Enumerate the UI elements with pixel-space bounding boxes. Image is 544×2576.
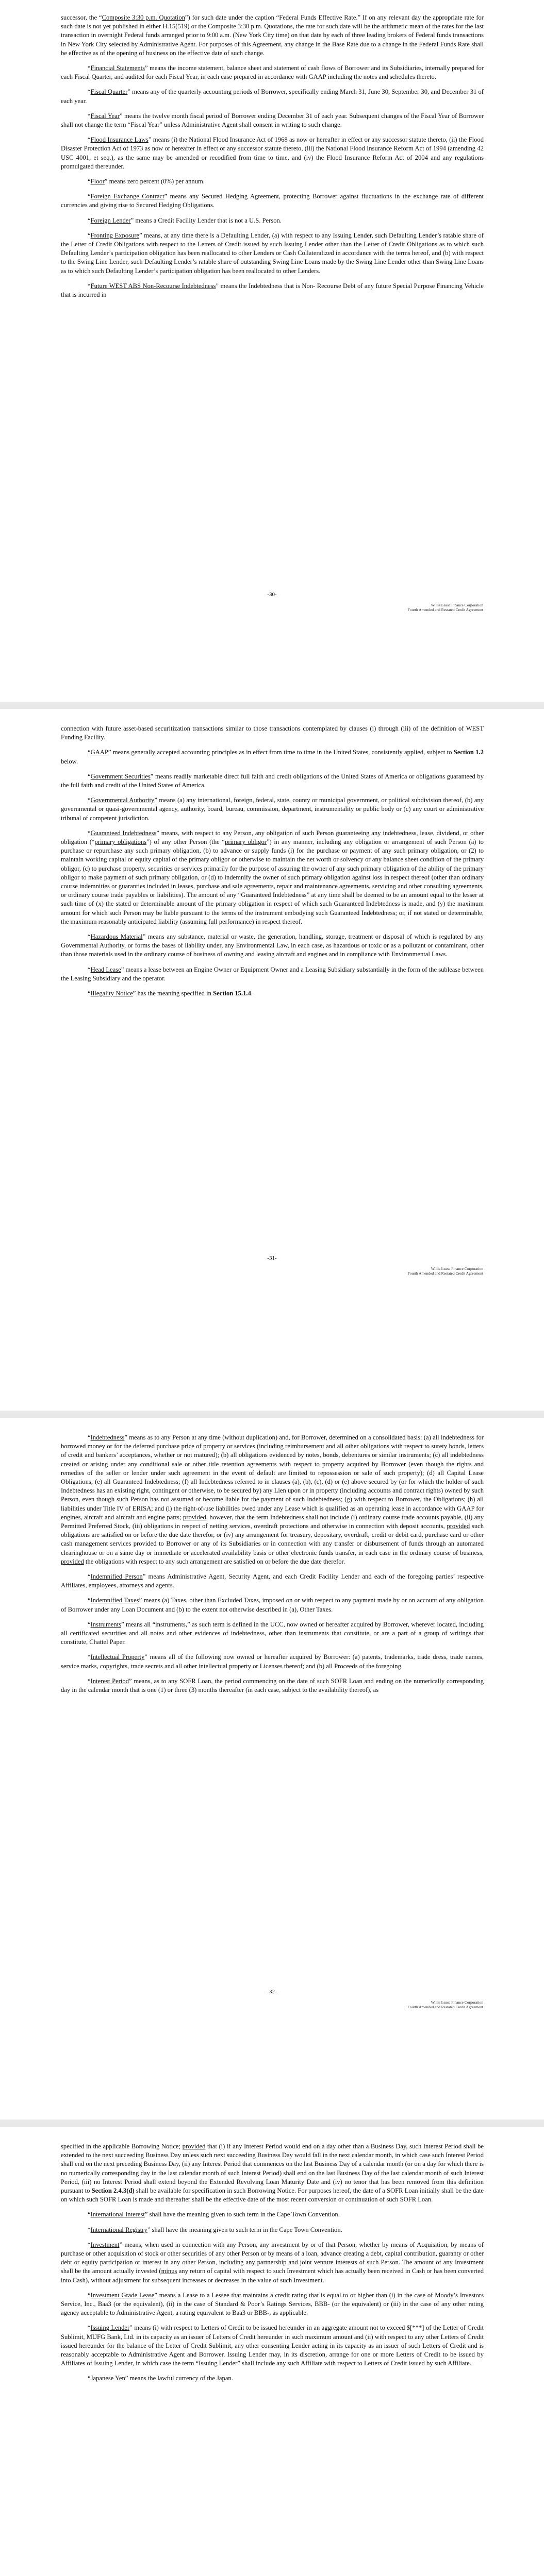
page-separator <box>0 1411 544 1418</box>
defined-term: minus <box>161 2267 177 2275</box>
footer-agreement: Fourth Amended and Restated Credit Agreement <box>407 2005 483 2009</box>
paragraph-text: specified in the applicable Borrowing Notice; <box>61 2143 183 2150</box>
defined-term: Fiscal Year <box>90 112 120 120</box>
paragraph-text: “ <box>88 112 91 120</box>
defined-term: provided <box>447 1522 470 1530</box>
paragraph-text: “ <box>88 231 91 239</box>
page-footer <box>408 603 483 612</box>
paragraph-text: ” means any substance, material or waste, the generation, handling, storage, treatment or disposal of which is regulated by any Governmental Authority, or forms the bases of liability under, any Environmental Law, in each case, as hazardous or toxic or as a pollutant or contaminant, other than those materials used in the ordinary course of business of owning and leasing aircraft and engines and in compliance with Environmental Laws. <box>61 933 484 958</box>
paragraph-text: “ <box>88 829 91 837</box>
defined-term: Fronting Exposure <box>90 231 140 239</box>
paragraph-text: “ <box>88 1573 91 1581</box>
definition-paragraph <box>61 135 484 171</box>
paragraph-text: . <box>251 990 253 997</box>
defined-term: International Interest <box>90 2211 145 2218</box>
paragraph-text: that (i) if any Interest Period would end on a day other than a Business Day, such Interest Period shall be extended to the next succeeding Business Day unless such next succeeding Business Day would fall in the next calendar month, in which case such Interest Period shall end on the next preceding Business Day, (ii) any Interest Period that commences on the last Business Day of a calendar month (or on a day for which there is no numerically corresponding day in the last calendar month of such Interest Period) shall end on the last Business Day of the last calendar month of such Interest Period, (iii) no Interest Period shall extend beyond the Extended Revolving Loan Maturity Date and (iv) no tenor that has been removed from this definition pursuant to <box>61 2143 484 2195</box>
page-body <box>61 1433 484 1701</box>
paragraph-text: ” means the Indebtedness that is Non- Recourse Debt of any future Special Purpose Financing Vehicle that is incurred in <box>61 282 484 299</box>
definition-paragraph <box>61 1596 484 1614</box>
paragraph-text: connection with future asset-based securitization transactions similar to those transactions contemplated by clauses (i) through (iii) of the definition of WEST Funding Facility. <box>61 725 484 741</box>
paragraph-text: below. <box>61 757 78 765</box>
section-reference: Section 2.4.3(d) <box>91 2187 135 2195</box>
paragraph-text: “ <box>88 933 91 941</box>
paragraph-text: successor, the “ <box>61 14 102 21</box>
document-page <box>0 1418 544 2119</box>
paragraph-text: “ <box>88 965 91 973</box>
page-number: -32- <box>267 1989 277 1995</box>
defined-term: Government Securities <box>90 772 151 780</box>
paragraph-text: ” means a Credit Facility Lender that is not a U.S. Person. <box>130 216 282 224</box>
paragraph-text: , however, that the term Indebtedness shall not include (i) ordinary course trade accounts payable, (ii) any Permitted Preferred Stock, (iii) obligations in respect of netting services, overdraft protections and otherwise in connection with deposit accounts, <box>61 1513 484 1530</box>
defined-term: Foreign Lender <box>90 216 131 224</box>
paragraph-text: “ <box>88 796 91 804</box>
defined-term: Guaranteed Indebtedness <box>90 829 157 837</box>
page-body <box>61 724 484 1004</box>
paragraph-text: ” means the lawful currency of the Japan. <box>125 2375 233 2382</box>
defined-term: primary obligor <box>225 838 267 846</box>
defined-term: Japanese Yen <box>90 2375 125 2382</box>
defined-term: Instruments <box>90 1620 122 1628</box>
paragraph-text: “ <box>88 749 91 756</box>
paragraph-text: ” means, with respect to any Person, any obligation of such Person guaranteeing any indebtedness, lease, dividend, or other obligation (“ <box>61 829 484 846</box>
defined-term: provided <box>182 2143 206 2150</box>
paragraph-text: “ <box>88 1677 91 1685</box>
defined-term: provided <box>61 1557 84 1565</box>
paragraph-text: ” means, when used in connection with any Person, any investment by or of that Person, whether by means of Acquisition, by means of purchase or other acquisition of stock or other securities of any other Person or by means of a loan, advance creating a debt, capital contribution, guaranty or other debt or equity participation or interest in any other Person, including any partnership and joint venture interests of such Person. The amount of any Investment shall be the amount actually invested ( <box>61 2241 484 2275</box>
definition-paragraph <box>61 216 484 225</box>
paragraph-text: ” means a Lease to a Lessee that maintains a credit rating that is equal to or higher than (i) in the case of Moody’s Investors Service, Inc., Baa3 (or the equivalent), (ii) in the case of Standard & Poor’s Ratings Services, BBB- (or the equivalent) or (iii) in the case of any other rating agency acceptable to Administrative Agent, a rating equivalent to Baa3 or BBB-, as applicable. <box>61 2291 484 2317</box>
paragraph-text: shall be available for specification in such Borrowing Notice. For purposes hereof, the date of a SOFR Loan initially shall be the date on which such SOFR Loan is made and thereafter shall be the effective date of the most recent conversion or continuation of such SOFR Loan. <box>61 2187 484 2204</box>
paragraph-text: ” means any Secured Hedging Agreement, protecting Borrower against fluctuations in the exchange rate of different currencies and giving rise to Secured Hedging Obligations. <box>61 193 484 209</box>
defined-term: Investment <box>90 2241 120 2248</box>
defined-term: Illegality Notice <box>90 990 133 997</box>
paragraph-text: “ <box>88 1434 91 1441</box>
footer-company: Willis Lease Finance Corporation <box>431 603 483 607</box>
definition-paragraph <box>61 829 484 926</box>
paragraph-text: “ <box>88 136 91 144</box>
defined-term: Issuing Lender <box>90 2324 130 2332</box>
paragraph-text: ” means the income statement, balance sheet and statement of cash flows of Borrower and its Subsidiaries, internally prepared for each Fiscal Quarter, and audited for each Fiscal Year, in each case prepared in accordance with GAAP including the notes and schedules thereto. <box>61 64 484 81</box>
defined-term: Future WEST ABS Non-Recourse Indebtedness <box>90 282 216 290</box>
definition-paragraph <box>61 231 484 276</box>
defined-term: Foreign Exchange Contract <box>90 193 164 200</box>
defined-term: Indemnified Taxes <box>90 1597 139 1604</box>
section-reference: Section 1.2 <box>453 749 484 756</box>
definition-paragraph <box>61 177 484 186</box>
paragraph-text: “ <box>88 2375 91 2382</box>
defined-term: GAAP <box>90 749 108 756</box>
paragraph-text: “ <box>88 2211 91 2218</box>
page-footer <box>408 2000 483 2009</box>
paragraph-text: ”) for such date under the caption “Federal Funds Effective Rate.” If on any relevant day the appropriate rate for such date is not yet published in either H.15(519) or the Composite 3:30 p.m. Quotations, the rate for such date will be the arithmetic mean of the rates for the last transaction in overnight Federal funds arranged prior to 9:00 a.m. (New York City time) on that date by each of three leading brokers of Federal funds transactions in New York City selected by Administrative Agent. For purposes of this Agreement, any change in the Base Rate due to a change in the Federal Funds Rate shall be effective as of the opening of business on the effective date of such change. <box>61 14 484 57</box>
paragraph-text: “ <box>88 216 91 224</box>
definition-paragraph <box>61 772 484 790</box>
footer-agreement: Fourth Amended and Restated Credit Agreement <box>407 607 483 612</box>
defined-term: Head Lease <box>90 965 121 973</box>
definition-paragraph <box>61 282 484 299</box>
definition-paragraph <box>61 796 484 823</box>
defined-term: primary obligations <box>94 838 147 846</box>
paragraph-text: “ <box>88 2291 91 2299</box>
defined-term: Fiscal Quarter <box>90 88 128 96</box>
paragraph-text: ” shall have the meaning given to such term in the Cape Town Convention. <box>147 2226 342 2233</box>
defined-term: Indebtedness <box>90 1434 125 1441</box>
page-separator <box>0 2120 544 2127</box>
page-separator <box>0 702 544 709</box>
paragraph-text: ”) of any other Person (the “ <box>146 838 225 846</box>
paragraph-text: ” means as to any Person at any time (without duplication) and, for Borrower, determined on a consolidated basis: (a) all indebtedness for borrowed money or for the deferred purchase price of property or services (including reimbursement and all other obligations with respect to surety bonds, letters of credit and bankers’ acceptances, whether or not matured); (b) all obligations evidenced by notes, bonds, debentures or similar instruments; (c) all indebtedness created or arising under any conditional sale or other title retention agreements with respect to property acquired by Borrower (even though the rights and remedies of the seller or lender under such agreement in the event of default are limited to repossession or sale of such property); (d) all Capital Lease Obligations; (e) all Guaranteed Indebtedness; (f) all Indebtedness referred to in clauses (a), (b), (c), (d) or (e) above secured by (or for which the holder of such Indebtedness has an existing right, contingent or otherwise, to be secured by) any Lien upon or in property (including accounts and contract rights) owned by such Person, even though such Person has not assumed or become liable for the payment of such Indebtedness; (g) with respect to Borrower, the Obligations; (h) all liabilities under Title IV of ERISA; and (i) the right-of-use liabilities owed under any Lease which is qualified as an operating lease in accordance with GAAP for engines, aircraft and aircraft and engine parts; <box>61 1434 484 1521</box>
paragraph-text: ” means (a) any international, foreign, federal, state, county or municipal government, or political subdivision thereof, (b) any governmental or quasi-governmental agency, authority, board, bureau, commission, department, instrumentality or public body or (c) any court or administrative tribunal of competent jurisdiction. <box>61 796 484 822</box>
definition-paragraph <box>61 2142 484 2204</box>
paragraph-text: ” means (i) with respect to Letters of Credit to be issued hereunder in an aggregate amount not to exceed $[***] of the Letter of Credit Sublimit, MUFG Bank, Ltd. in its capacity as an issuer of Letters of Credit hereunder in such maximum amount and (ii) with respect to any other Letters of Credit issued hereunder for the balance of the Letter of Credit Sublimit, any other consenting Lender acting in its capacity as an issuer of such Letters of Credit and is reasonably acceptable to Administrative Agent and Borrower. Issuing Lender may, in its discretion, arrange for one or more Letters of Credit to be issued by Affiliates of Issuing Lender, in which case the term “Issuing Lender” shall include any such Affiliate with respect to Letters of Credit issued by such Affiliate. <box>61 2324 484 2367</box>
paragraph-text: ” shall have the meaning given to such term in the Cape Town Convention. <box>144 2211 340 2218</box>
definition-paragraph <box>61 64 484 81</box>
paragraph-text: ” means (i) the National Flood Insurance Act of 1968 as now or hereafter in effect or any successor statute thereto, (ii) the Flood Disaster Protection Act of 1973 as now or hereafter in effect or any successor statute thereto, (iii) the National Flood Insurance Reform Act of 1994 (amending 42 USC 4001, et seq.), as the same may be amended or recodified from time to time, and (iv) the Flood Insurance Reform Act of 2004 and any regulations promulgated thereunder. <box>61 136 484 170</box>
definition-paragraph <box>61 2241 484 2285</box>
paragraph-text: ” means (a) Taxes, other than Excluded Taxes, imposed on or with respect to any payment made by or on account of any obligation of Borrower under any Loan Document and (b) to the extent not otherwise described in (a), Other Taxes. <box>61 1597 484 1613</box>
defined-term: Hazardous Material <box>90 933 143 941</box>
definition-paragraph <box>61 2226 484 2234</box>
definition-paragraph <box>61 2210 484 2219</box>
definition-paragraph <box>61 1620 484 1647</box>
footer-company: Willis Lease Finance Corporation <box>431 1266 483 1271</box>
definition-paragraph <box>61 13 484 58</box>
document-page <box>0 2127 544 2576</box>
paragraph-text: ” means generally accepted accounting principles as in effect from time to time in the United States, consistently applied, subject to <box>108 749 454 756</box>
paragraph-text: ”) in any manner, including any obligation or arrangement of such Person (a) to purchase or repurchase any such primary obligation, (b) to advance or supply funds (i) for the purchase or payment of any such primary obligation, or (2) to maintain working capital or equity capital of the primary obligor or otherwise to maintain the net worth or solvency or any balance sheet condition of the primary obligor, (c) to purchase property, securities or services primarily for the purpose of assuring the owner of any such primary obligation of the ability of the primary obligor to make payment of such primary obligation, or (d) to indemnify the owner of such primary obligation against loss in respect thereof (other than ordinary course indemnities or guaranties included in leases, purchase and sale agreements, repair and maintenance agreements, servicing and other consulting agreements, or ordinary course trade payables or liabilities). The amount of any “Guaranteed Indebtedness” at any time shall be deemed to be an amount equal to the lesser at such time of (x) the stated or determinable amount of the primary obligation in respect of which such Guaranteed Indebtedness is made, and (y) the maximum amount for which such Person may be liable pursuant to the terms of the instrument embodying such Guaranteed Indebtedness; or, if not stated or determinable, the maximum reasonably anticipated liability (assuming full performance) in respect thereof. <box>61 838 484 925</box>
defined-term: Investment Grade Lease <box>90 2291 155 2299</box>
paragraph-text: “ <box>88 178 91 185</box>
definition-paragraph <box>61 112 484 129</box>
document-page <box>0 0 544 701</box>
paragraph-text: “ <box>88 1597 91 1604</box>
definition-paragraph <box>61 88 484 105</box>
definition-paragraph <box>61 748 484 766</box>
definition-paragraph <box>61 989 484 998</box>
paragraph-text: “ <box>88 282 91 290</box>
paragraph-text: “ <box>88 64 91 72</box>
paragraph-text: “ <box>88 88 91 96</box>
footer-company: Willis Lease Finance Corporation <box>431 2000 483 2005</box>
page-body <box>61 13 484 306</box>
paragraph-text: ” means any of the quarterly accounting periods of Borrower, specifically ending March 31, June 30, September 30, and December 31 of each year. <box>61 88 484 105</box>
defined-term: Floor <box>90 178 105 185</box>
defined-term: Interest Period <box>90 1677 129 1685</box>
definition-paragraph <box>61 1653 484 1670</box>
defined-term: International Registry <box>90 2226 147 2233</box>
paragraph-text: “ <box>88 990 91 997</box>
defined-term: Intellectual Property <box>90 1653 145 1661</box>
definition-paragraph <box>61 724 484 742</box>
defined-term: Financial Statements <box>90 64 145 72</box>
paragraph-text: “ <box>88 1653 91 1661</box>
defined-term: Flood Insurance Laws <box>90 136 149 144</box>
paragraph-text: “ <box>88 1620 91 1628</box>
paragraph-text: “ <box>88 2324 91 2332</box>
defined-term: Composite 3:30 p.m. Quotation <box>102 14 185 21</box>
definition-paragraph <box>61 2374 484 2383</box>
definition-paragraph <box>61 2291 484 2318</box>
definition-paragraph <box>61 192 484 210</box>
defined-term: provided <box>183 1513 206 1521</box>
definition-paragraph <box>61 1677 484 1694</box>
paragraph-text: “ <box>88 2241 91 2248</box>
document-page <box>0 709 544 1410</box>
paragraph-text: ” means the twelve month fiscal period of Borrower ending December 31 of each year. Subsequent changes of the Fiscal Year of Borrower shall not change the term “Fiscal Year” unless Administrative Agent shall consent in writing to such change. <box>61 112 484 129</box>
paragraph-text: “ <box>88 772 91 780</box>
definition-paragraph <box>61 965 484 983</box>
paragraph-text: the obligations with respect to any such arrangement are satisfied on or before the due date therefor. <box>84 1557 345 1565</box>
paragraph-text: “ <box>88 2226 91 2233</box>
defined-term: Governmental Authority <box>90 796 155 804</box>
paragraph-text: ” means Administrative Agent, Security Agent, and each Credit Facility Lender and each of the foregoing parties’ respective Affiliates, employees, attorneys and agents. <box>61 1573 484 1589</box>
paragraph-text: any return of capital with respect to such Investment which has actually been received in Cash or has been converted into Cash), without adjustment for subsequent increases or decreases in the value of such Investment. <box>61 2267 484 2284</box>
definition-paragraph <box>61 1572 484 1590</box>
definition-paragraph <box>61 1433 484 1566</box>
paragraph-text: ” has the meaning specified in <box>133 990 213 997</box>
definition-paragraph <box>61 2324 484 2368</box>
paragraph-text: ” means all “instruments,” as such term is defined in the UCC, now owned or hereafter acquired by Borrower, wherever located, including all certificated securities and all notes and other evidences of indebtedness, other than instruments that constitute, or are a part of a group of writings that constitute, Chattel Paper. <box>61 1620 484 1646</box>
paragraph-text: ” means a lease between an Engine Owner or Equipment Owner and a Leasing Subsidiary substantially in the form of the sublease between the Leasing Subsidiary and the operator. <box>61 965 484 982</box>
paragraph-text: “ <box>88 193 91 200</box>
paragraph-text: ” means readily marketable direct full faith and credit obligations of the United States of America or obligations guaranteed by the full faith and credit of the United States of America. <box>61 772 484 789</box>
paragraph-text: ” means zero percent (0%) per annum. <box>104 178 205 185</box>
paragraph-text: ” means all of the following now owned or hereafter acquired by Borrower: (a) patents, trademarks, trade dress, trade names, service marks, copyrights, trade secrets and all other intellectual property or Licenses thereof; and (b) all Proceeds of the foregoing. <box>61 1653 484 1670</box>
defined-term: Indemnified Person <box>90 1573 143 1581</box>
footer-agreement: Fourth Amended and Restated Credit Agreement <box>407 1271 483 1276</box>
paragraph-text: such obligations are satisfied on or before the due date therefor, or (iv) any arrangement for treasury, depositary, overdraft, credit or debit card, purchase card or other cash management services provided to Borrower or any of its Subsidiaries or in connection with any transfer or disbursement of funds through an automated clearinghouse or on a same day or immediate or accelerated availability basis or other electronic funds transfer, in each case in the ordinary course of business, <box>61 1522 484 1556</box>
page-number: -31- <box>267 1255 277 1261</box>
page-footer <box>408 1266 483 1276</box>
section-reference: Section 15.1.4 <box>213 990 251 997</box>
paragraph-text: ” means, as to any SOFR Loan, the period commencing on the date of such SOFR Loan and ending on the numerically corresponding day in the calendar month that is one (1) or three (3) months thereafter (in each case, subject to the availability thereof), as <box>61 1677 484 1694</box>
page-body <box>61 2142 484 2389</box>
paragraph-text: ” means, at any time there is a Defaulting Lender, (a) with respect to any Issuing Lender, such Defaulting Lender’s ratable share of the Letter of Credit Obligations with respect to the Letters of Credit issued by such Issuing Lender other than the Letter of Credit Obligations as to which such Defaulting Lender’s participation obligation has been reallocated to other Lenders or Cash Collateralized in accordance with the terms hereof, and (b) with respect to the Swing Line Lender, such Defaulting Lender’s ratable share of outstanding Swing Line Loans made by the Swing Line Lender other than Swing Line Loans as to which such Defaulting Lender’s participation obligation has been reallocated to other Lenders. <box>61 231 484 275</box>
definition-paragraph <box>61 933 484 959</box>
page-number: -30- <box>267 591 277 598</box>
